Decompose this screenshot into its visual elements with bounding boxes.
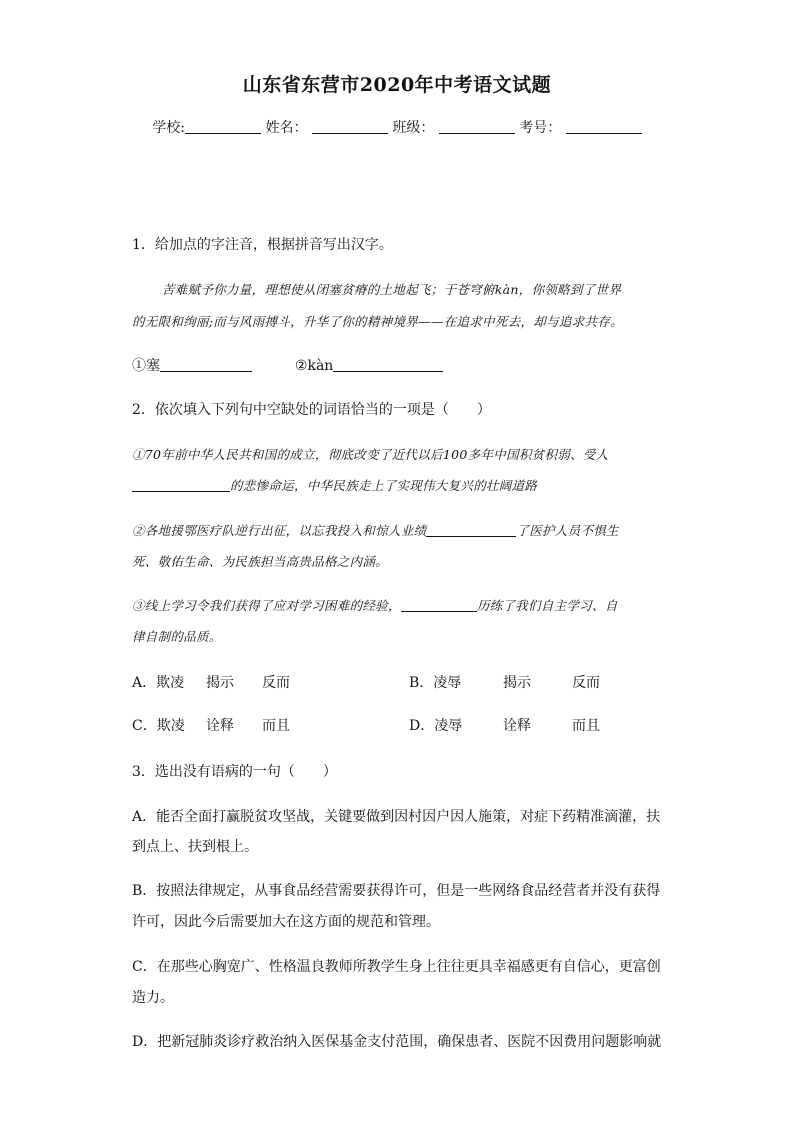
- q2-sentence2-text-b: 了医护人员不惧生: [516, 523, 619, 538]
- q2-option-b-word1: B．凌辱: [409, 675, 462, 691]
- name-field[interactable]: [312, 119, 388, 134]
- q1-passage-line2: 的无限和绚丽;而与风雨搏斗，升华了你的精神境界——在追求中死去，却与追求共存。: [132, 314, 623, 329]
- q2-sentence1-line2: [132, 476, 537, 494]
- q1-blank1-field[interactable]: [160, 358, 252, 372]
- q2-option-a-word3: 反而: [262, 675, 290, 691]
- q2-option-d-word2: 诠释: [503, 718, 531, 734]
- q3-option-d-line1[interactable]: D．把新冠肺炎诊疗救治纳入医保基金支付范围，确保患者、医院不因费用问题影响就: [132, 1034, 662, 1050]
- q2-blank2-field[interactable]: [426, 523, 516, 537]
- q2-option-b-word2: 揭示: [503, 675, 531, 691]
- q2-option-a-word2: 揭示: [206, 675, 234, 691]
- q3-stem: 3．选出没有语病的一句（ ）: [132, 764, 337, 780]
- q1-blank2-field[interactable]: [333, 358, 443, 372]
- q2-option-c[interactable]: [132, 715, 290, 735]
- q2-sentence2-line1: [132, 521, 619, 539]
- q2-option-c-word3: 而且: [262, 718, 290, 734]
- q2-option-d-word1: D．凌辱: [409, 718, 463, 734]
- q2-option-c-word2: 诠释: [206, 718, 234, 734]
- exam-number-label: 考号：: [519, 120, 562, 136]
- q2-blank3-field[interactable]: [401, 598, 477, 612]
- q1-blank2-label: ②kàn: [294, 358, 334, 374]
- page-title: 山东省东营市2020年中考语文试题: [242, 74, 552, 96]
- q3-option-c-line2: 造力。: [132, 990, 174, 1006]
- q2-sentence2-text-a: ②各地援鄂医疗队逆行出征，以忘我投入和惊人业绩: [132, 523, 427, 538]
- school-label: 学校:: [152, 120, 185, 136]
- q1-stem: 1．给加点的字注音，根据拼音写出汉字。: [132, 237, 393, 253]
- q2-sentence1-text: 的悲惨命运，中华民族走上了实现伟大复兴的壮阔道路: [230, 478, 538, 493]
- q1-answer-row: [132, 355, 443, 375]
- q1-blank1-label: ①塞: [132, 358, 160, 374]
- q2-sentence2-line2: 死、敬佑生命、为民族担当高贵品格之内涵。: [132, 554, 389, 569]
- q2-option-d[interactable]: [409, 715, 600, 735]
- q2-option-b-word3: 反而: [572, 675, 600, 691]
- q2-sentence3-line1: [132, 596, 618, 614]
- q3-option-c-line1[interactable]: C．在那些心胸宽广、性格温良教师所教学生身上往往更具幸福感更有自信心，更富创: [132, 959, 661, 975]
- q3-option-a-line2: 到点上、扶到根上。: [132, 839, 258, 855]
- q2-sentence3-text-b: 历练了我们自主学习、自: [476, 598, 618, 613]
- q2-option-a[interactable]: [132, 672, 290, 692]
- q2-blank1-field[interactable]: [132, 478, 230, 492]
- q2-option-b[interactable]: [409, 672, 600, 692]
- q2-stem: 2．依次填入下列句中空缺处的词语恰当的一项是（ ）: [132, 402, 491, 418]
- class-label: 班级：: [392, 120, 435, 136]
- q2-sentence3-line2: 律自制的品质。: [132, 629, 222, 644]
- q3-option-b-line1[interactable]: B．按照法律规定，从事食品经营需要获得许可，但是一些网络食品经营者并没有获得: [132, 883, 661, 899]
- q2-option-a-word1: A．欺凌: [132, 675, 185, 691]
- q2-option-c-word1: C．欺凌: [132, 718, 185, 734]
- exam-number-field[interactable]: [566, 119, 642, 134]
- q2-sentence3-text-a: ③线上学习令我们获得了应对学习困难的经验，: [132, 598, 401, 613]
- q1-passage-line1: 苦难赋予你力量，理想使从闭塞贫瘠的土地起飞；于苍穹俯kàn，你领略到了世界: [162, 282, 622, 297]
- student-info-row: [0, 117, 794, 137]
- q2-sentence1-line1: ①70年前中华人民共和国的成立，彻底改变了近代以后100多年中国积贫积弱、受人: [132, 447, 609, 462]
- q3-option-b-line2: 许可，因此今后需要加大在这方面的规范和管理。: [132, 914, 440, 930]
- q2-option-d-word3: 而且: [572, 718, 600, 734]
- q3-option-a-line1[interactable]: A．能否全面打赢脱贫攻坚战，关键要做到因村因户因人施策，对症下药精准滴灌，扶: [132, 809, 661, 825]
- name-label: 姓名：: [265, 120, 308, 136]
- class-field[interactable]: [439, 119, 515, 134]
- school-field[interactable]: [185, 119, 261, 134]
